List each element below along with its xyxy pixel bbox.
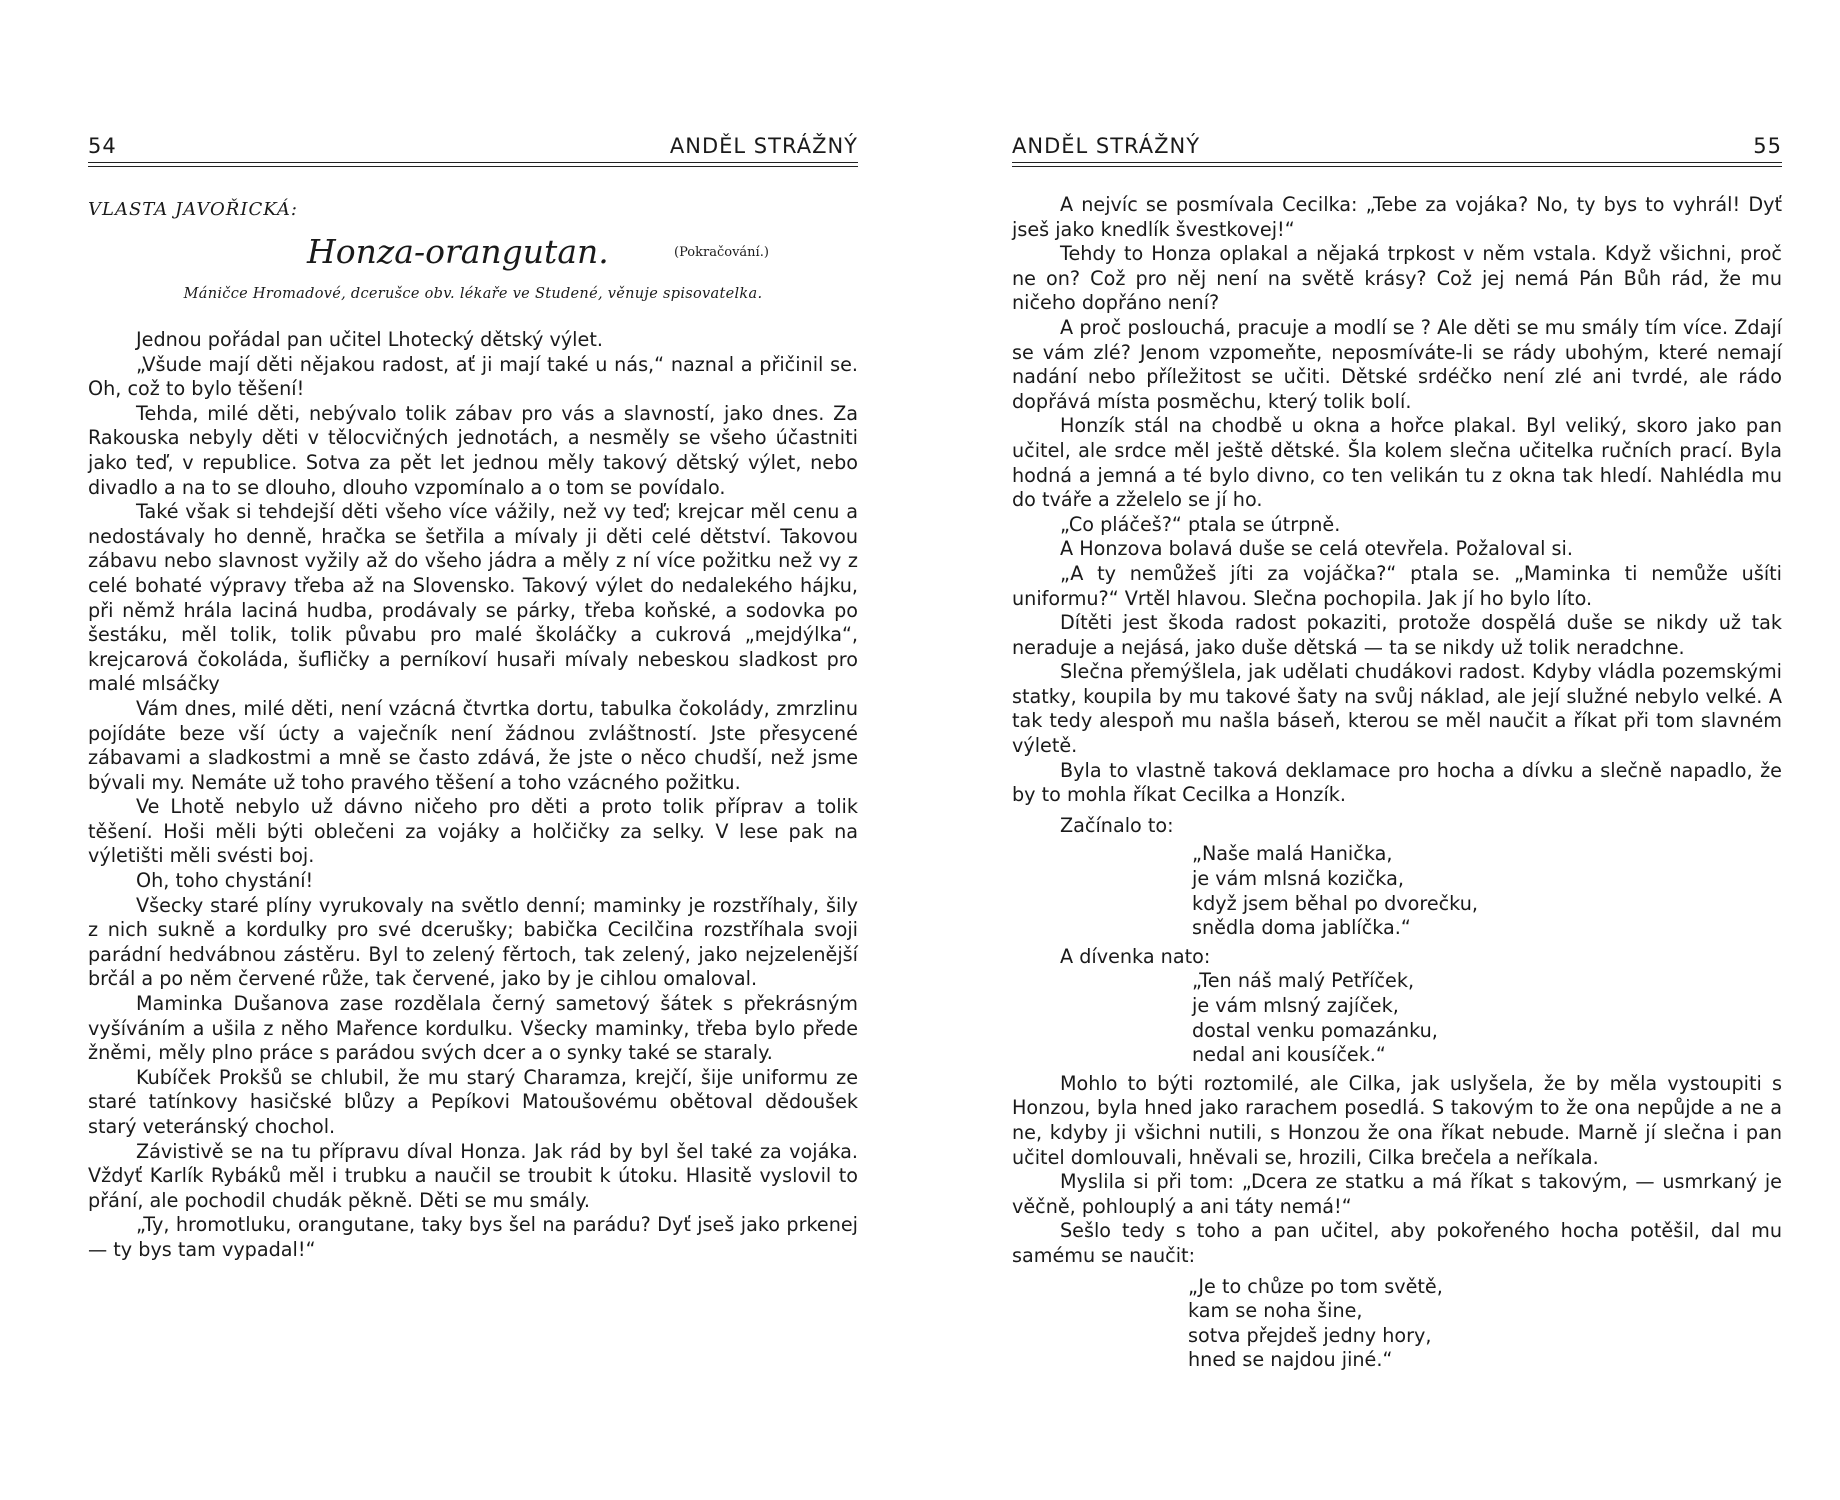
paragraph: Kubíček Prokšů se chlubil, že mu starý Charamza, krejčí, šije uniformu ze staré tatínkovy hasičské blůzy a Pepíkovi Matoušovému obětoval dědoušek starý veteránský chochol. <box>88 1065 858 1138</box>
verse-line: hned se najdou jiné.“ <box>1188 1348 1393 1372</box>
verse-line: je vám mlsná kozička, <box>1192 867 1404 891</box>
left-body-text <box>88 328 858 1263</box>
paragraph: Závistivě se na tu přípravu díval Honza. Jak rád by byl šel také za vojáka. Vždyť Karlík Rybáků měl i trubku a naučil se troubit k útoku. Hlasitě vyslovil to přání, ale pochodil chudák pěkně. Děti se mu smály. <box>88 1139 858 1212</box>
paragraph: Vám dnes, milé děti, není vzácná čtvrtka dortu, tabulka čokolády, zmrzlinu pojídáte beze vší úcty a vaječník není žádnou zvláštností. Jste přesycené zábavami a sladkostmi a mně se často zdává, že jste o něco chudší, než jsme bývali my. Nemáte už toho pravého těšení a toho vzácného požitku. <box>88 696 858 794</box>
paragraph: A Honzova bolavá duše se celá otevřela. Požaloval si. <box>1060 537 1573 561</box>
verse-line: když jsem běhal po dvorečku, <box>1192 891 1478 915</box>
story-title: Honza-orangutan. <box>307 232 609 271</box>
paragraph: Dítěti jest škoda radost pokaziti, protože dospělá duše se nikdy už tak neraduje a nejásá, jako duše dětská — ta se nikdy už tolik neradchne. <box>1012 611 1782 659</box>
story-author: VLASTA JAVOŘICKÁ: <box>88 199 298 220</box>
verse-line: dostal venku pomazánku, <box>1192 1018 1438 1042</box>
verse-stanza-1 <box>1192 842 1782 940</box>
paragraph: Také však si tehdejší děti všeho více vážily, než vy teď; krejcar měl cenu a nedostávaly ho denně, hračka se šetřila a mívaly ji děti celé dětství. Takovou zábavu nebo slavnost vyžily až do všeho jádra a měly z ní více požitku než vy z celé bohaté výpravy třeba až na Slovensko. Takový výlet do nedalekého hájku, při němž hrála laciná hudba, prodávaly se párky, třeba koňské, a sodovka po šestáku, měl tolik, tolik půvabu pro malé školáčky a cukrová „mejdýlka“, krejcarová čokoláda, šufličky a perníkoví husaři mívaly nebeskou sladkost pro malé mlsáčky <box>88 500 858 696</box>
right-page-number: 55 <box>1753 134 1782 158</box>
verse-stanza-2 <box>1192 969 1782 1067</box>
right-body-text <box>1012 193 1782 1373</box>
paragraph: Oh, toho chystání! <box>136 869 314 893</box>
paragraph: A nejvíc se posmívala Cecilka: „Tebe za vojáka? No, ty bys to vyhrál! Dyť jseš jako knedlík švestkovej!“ <box>1012 193 1782 241</box>
verse-line: kam se noha šine, <box>1188 1299 1363 1323</box>
right-page <box>1012 130 1782 1373</box>
verse-line: nedal ani kousíček.“ <box>1192 1043 1386 1067</box>
left-running-title: ANDĚL STRÁŽNÝ <box>669 134 858 158</box>
continued-note: (Pokračování.) <box>674 245 769 260</box>
verse-line: „Ten náš malý Petříček, <box>1192 969 1415 993</box>
verse-intro: A dívenka nato: <box>1060 944 1211 968</box>
paragraph: Všecky staré plíny vyrukovaly na světlo denní; maminky je rozstříhaly, šily z nich sukně a kordulky pro své dcerušky; babička Cecilčina rozstříhala svoji parádní hedvábnou zástěru. Byl to zelený fěrtoch, tak zelený, jako nejzelenější brčál a po něm červené růže, tak červené, jako by je cihlou omaloval. <box>88 893 858 991</box>
verse-line: sotva přejdeš jedny hory, <box>1188 1323 1432 1347</box>
verse-line: snědla doma jablíčka.“ <box>1192 916 1411 940</box>
verse-line: „Naše malá Hanička, <box>1192 842 1393 866</box>
paragraph: „Co pláčeš?“ ptala se útrpně. <box>1060 512 1341 536</box>
verse-stanza-3 <box>1188 1275 1782 1373</box>
verse-line: „Je to chůze po tom světě, <box>1188 1274 1443 1298</box>
paragraph: Myslila si při tom: „Dcera ze statku a má říkat s takovým, — usmrkaný je věčně, pohlouplý a ani táty nemá!“ <box>1012 1170 1782 1218</box>
verse-intro: Začínalo to: <box>1060 813 1174 837</box>
paragraph: Tehda, milé děti, nebývalo tolik zábav pro vás a slavností, jako dnes. Za Rakouska nebyly děti v tělocvičných jednotách, a nesměly se všeho účastniti jako teď, v republice. Sotva za pět let jednou měly takový dětský výlet, nebo divadlo a na to se dlouho, dlouho vzpomínalo a o tom se povídalo. <box>88 401 858 499</box>
left-running-head <box>88 130 858 163</box>
paragraph: Tehdy to Honza oplakal a nějaká trpkost v něm vstala. Když všichni, proč ne on? Což pro něj není na světě krásy? Což jej nemá Pán Bůh rád, že mu ničeho dopřáno není? <box>1012 242 1782 315</box>
paragraph: Mohlo to býti roztomilé, ale Cilka, jak uslyšela, že by měla vystoupiti s Honzou, byla hned jako rarachem posedlá. S takovým to že ona nepůjde a ne a ne, kdyby ji všichni nutili, s Honzou že ona říkat nebude. Marně jí slečna i pan učitel domlouvali, hněvali se, hrozili, Cilka brečela a neříkala. <box>1012 1071 1782 1169</box>
paragraph: A proč poslouchá, pracuje a modlí se ? Ale děti se mu smály tím více. Zdají se vám zlé? Jenom vzpomeňte, neposmíváte-li se rády ubohým, které nemají nadání nebo příležitost se učiti. Dětské srdéčko není zlé ani tvrdé, ale rádo dopřává místa posměchu, který tolik bolí. <box>1012 315 1782 413</box>
right-running-head <box>1012 130 1782 163</box>
paragraph: Ve Lhotě nebylo už dávno ničeho pro děti a proto tolik příprav a tolik těšení. Hoši měli býti oblečeni za vojáky a holčičky za selky. V lese pak na výletišti měli svésti boj. <box>88 795 858 868</box>
right-running-title: ANDĚL STRÁŽNÝ <box>1012 134 1201 158</box>
dedication: Máničce Hromadové, dcerušce obv. lékaře ve Studené, věnuje spisovatelka. <box>183 286 763 302</box>
title-line <box>88 232 858 280</box>
paragraph: Byla to vlastně taková deklamace pro hocha a dívku a slečně napadlo, že by to mohla říkat Cecilka a Honzík. <box>1012 758 1782 807</box>
left-page-number: 54 <box>88 134 117 158</box>
left-page <box>88 130 858 1263</box>
paragraph: Honzík stál na chodbě u okna a hořce plakal. Byl veliký, skoro jako pan učitel, ale srdce měl ještě dětské. Šla kolem slečna učitelka ručních prací. Byla hodná a jemná a té bylo divno, co ten velikán tu z okna tak hledí. Nahlédla mu do tváře a zželelo se jí ho. <box>1012 414 1782 512</box>
paragraph: „A ty nemůžeš jíti za vojáčka?“ ptala se. „Maminka ti nemůže ušíti uniformu?“ Vrtěl hlavou. Slečna pochopila. Jak jí ho bylo líto. <box>1012 561 1782 610</box>
paragraph: „Ty, hromotluku, orangutane, taky bys šel na parádu? Dyť jseš jako prkenej — ty bys tam vypadal!“ <box>88 1213 858 1261</box>
paragraph: Maminka Dušanova zase rozdělala černý sametový šátek s překrásným vyšíváním a ušila z něho Mařence kordulku. Všecky maminky, třeba bylo přede žněmi, měly plno práce s parádou svých dcer a o synky také se staraly. <box>88 992 858 1065</box>
paragraph: „Všude mají děti nějakou radost, ať ji mají také u nás,“ naznal a přičinil se. Oh, což to bylo těšení! <box>88 352 858 401</box>
verse-line: je vám mlsný zajíček, <box>1192 994 1399 1017</box>
paragraph: Sešlo tedy s toho a pan učitel, aby pokořeného hocha potěšil, dal mu samému se naučit: <box>1012 1219 1782 1267</box>
paragraph: Jednou pořádal pan učitel Lhotecký dětský výlet. <box>136 328 603 351</box>
paragraph: Slečna přemýšlela, jak udělati chudákovi radost. Kdyby vládla pozemskými statky, koupila by mu takové šaty na svůj náklad, ale její služné nebylo velké. A tak tedy alespoň mu našla báseň, kterou se měl naučit a říkat při tom slavném výletě. <box>1012 660 1782 758</box>
